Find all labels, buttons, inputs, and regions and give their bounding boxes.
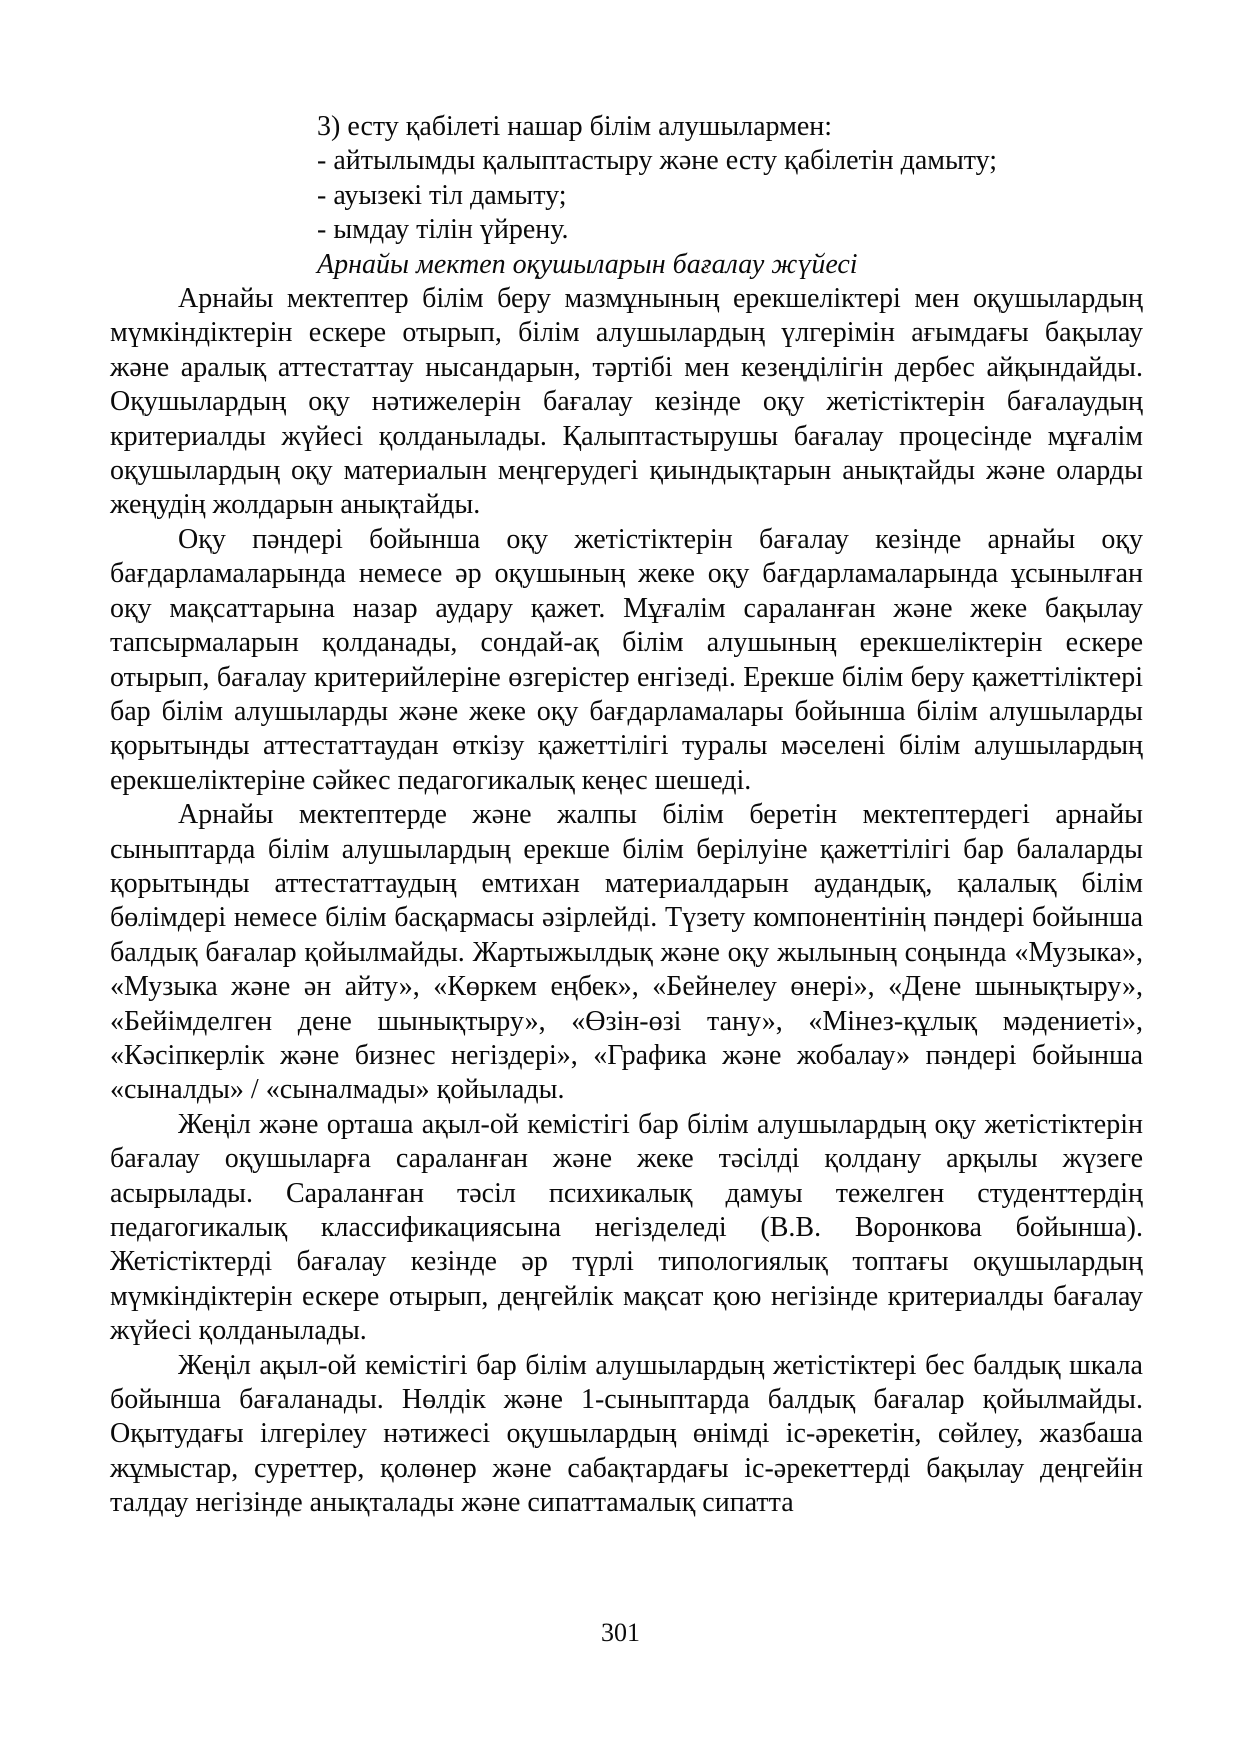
paragraph: Жеңіл ақыл-ой кемістігі бар білім алушылардың жетістіктері бес балдық шкала бойынша бағаланады. Нөлдік және 1-сыныптарда балдық бағалар қойылмайды. Оқытудағы ілгерілеу нәтижесі оқушылардың өнімді іс-әрекетін, сөйлеу, жазбаша жұмыстар, суреттер, қолөнер және сабақтардағы іс-әрекеттерді бақылау деңгейін талдау негізінде анықталады және сипаттамалық сипатта xyxy=(110,1349,1143,1519)
section-heading: Арнайы мектеп оқушыларын бағалау жүйесі xyxy=(317,248,858,280)
list-item-dash: - ауызекі тіл дамыту; xyxy=(317,179,567,211)
list-item-dash: - ымдау тілін үйрену. xyxy=(317,214,569,246)
page-number: 301 xyxy=(601,1618,640,1647)
list-item-numbered: 3) есту қабілеті нашар білім алушылармен: xyxy=(317,111,833,142)
list-item-dash: - айтылымды қалыптастыру және есту қабілетін дамыту; xyxy=(317,145,998,177)
paragraph: Жеңіл және орташа ақыл-ой кемістігі бар білім алушылардың оқу жетістіктерін бағалау оқушыларға сараланған және жеке тәсілді қолдану арқылы жүзеге асырылады. Сараланған тәсіл психикалық дамуы тежелген студенттердің педагогикалық классификациясына негізделеді (В.В. Воронкова бойынша). Жетістіктерді бағалау кезінде әр түрлі типологиялық топтағы оқушылардың мүмкіндіктерін ескере отырып, деңгейлік мақсат қою негізінде критериалды бағалау жүйесі қолданылады. xyxy=(110,1108,1143,1347)
paragraph: Арнайы мектептер білім беру мазмұнының ерекшеліктері мен оқушылардың мүмкіндіктерін ескере отырып, білім алушылардың үлгерімін ағымдағы бақылау және аралық аттестаттау нысандарын, тәртібі мен кезеңділігін дербес айқындайды. Оқушылардың оқу нәтижелерін бағалау кезінде оқу жетістіктерін бағалаудың критериалды жүйесі қолданылады. Қалыптастырушы бағалау процесінде мұғалім оқушылардың оқу материалын меңгерудегі қиындықтарын анықтайды және оларды жеңудің жолдарын анықтайды. xyxy=(110,283,1143,521)
text-block xyxy=(110,110,1143,1521)
paragraph: Арнайы мектептерде және жалпы білім беретін мектептердегі арнайы сыныптарда білім алушылардың ерекше білім берілуіне қажеттілігі бар балаларды қорытынды аттестаттаудың емтихан материалдарын аудандық, қалалық білім бөлімдері немесе білім басқармасы әзірлейді. Түзету компонентінің пәндері бойынша балдық бағалар қойылмайды. Жартыжылдық және оқу жылының соңында «Музыка», «Музыка және ән айту», «Көркем еңбек», «Бейнелеу өнері», «Дене шынықтыру», «Бейімделген дене шынықтыру», «Өзін-өзі тану», «Мінез-құлық мәдениеті», «Кәсіпкерлік және бизнес негіздері», «Графика және жобалау» пәндері бойынша «сыналды» / «сыналмады» қойылады. xyxy=(110,799,1143,1106)
paragraph: Оқу пәндері бойынша оқу жетістіктерін бағалау кезінде арнайы оқу бағдарламаларында немесе әр оқушының жеке оқу бағдарламаларында ұсынылған оқу мақсаттарына назар аудару қажет. Мұғалім сараланған және жеке бақылау тапсырмаларын қолданады, сондай-ақ білім алушының ерекшеліктерін ескере отырып, бағалау критерийлеріне өзгерістер енгізеді. Ерекше білім беру қажеттіліктері бар білім алушыларды және жеке оқу бағдарламалары бойынша білім алушыларды қорытынды аттестаттаудан өткізу қажеттілігі туралы мәселені білім алушылардың ерекшеліктеріне сәйкес педагогикалық кеңес шешеді. xyxy=(110,523,1143,796)
